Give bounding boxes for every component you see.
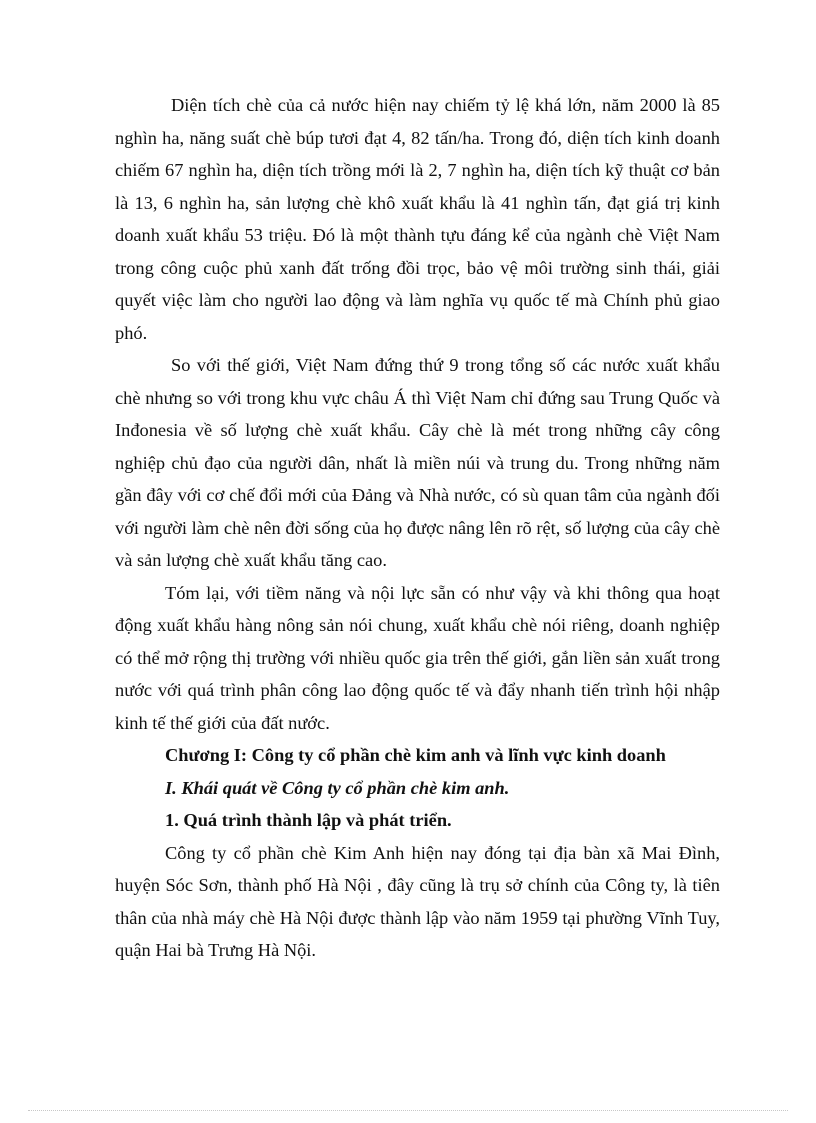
paragraph-company-history: Công ty cổ phần chè Kim Anh hiện nay đóng tại địa bàn xã Mai Đình, huyện Sóc Sơn, thành phố Hà Nội , đây cũng là trụ sở chính của Công ty, là tiên thân của nhà máy chè Hà Nội được thành lập vào năm 1959 tại phường Vĩnh Tuy, quận Hai bà Trưng Hà Nội. bbox=[115, 842, 720, 960]
document-page bbox=[115, 89, 720, 967]
section-heading: I. Khái quát về Công ty cổ phần chè kim anh. bbox=[165, 777, 510, 798]
paragraph-summary: Tóm lại, với tiềm năng và nội lực sẵn có như vậy và khi thông qua hoạt động xuất khẩu hàng nông sản nói chung, xuất khẩu chè nói riêng, doanh nghiệp có thể mở rộng thị trường với nhiều quốc gia trên thế giới, gắn liền sản xuất trong nước với quá trình phân công lao động quốc tế và đẩy nhanh tiến trình hội nhập kinh tế thế giới của đất nước. bbox=[115, 582, 720, 733]
chapter-heading: Chương I: Công ty cổ phần chè kim anh và lĩnh vực kinh doanh bbox=[165, 745, 666, 765]
paragraph-tea-area: Diện tích chè của cả nước hiện nay chiếm tỷ lệ khá lớn, năm 2000 là 85 nghìn ha, năng suất chè búp tươi đạt 4, 82 tấn/ha. Trong đó, diện tích kinh doanh chiếm 67 nghìn ha, diện tích trồng mới là 2, 7 nghìn ha, diện tích kỹ thuật cơ bản là 13, 6 nghìn ha, sản lượng chè khô xuất khẩu là 41 nghìn tấn, đạt giá trị kinh doanh xuất khẩu 53 triệu. Đó là một thành tựu đáng kể của ngành chè Việt Nam trong công cuộc phủ xanh đất trống đồi trọc, bảo vệ môi trường sinh thái, giải quyết việc làm cho người lao động và làm nghĩa vụ quốc tế mà Chính phủ giao phó. bbox=[115, 95, 720, 343]
page-bottom-divider bbox=[28, 1110, 788, 1111]
subsection-heading: 1. Quá trình thành lập và phát triển. bbox=[165, 810, 452, 830]
paragraph-world-ranking: So với thế giới, Việt Nam đứng thứ 9 trong tổng số các nước xuất khẩu chè nhưng so với trong khu vực châu Á thì Việt Nam chỉ đứng sau Trung Quốc và Inđonesia về số lượng chè xuất khẩu. Cây chè là mét trong những cây công nghiệp chủ đạo của người dân, nhất là miền núi và trung du. Trong những năm gần đây với cơ chế đổi mới của Đảng và Nhà nước, có sù quan tâm của ngành đối với người làm chè nên đời sống của họ được nâng lên rõ rệt, số lượng của cây chè và sản lượng chè xuất khẩu tăng cao. bbox=[115, 355, 720, 570]
